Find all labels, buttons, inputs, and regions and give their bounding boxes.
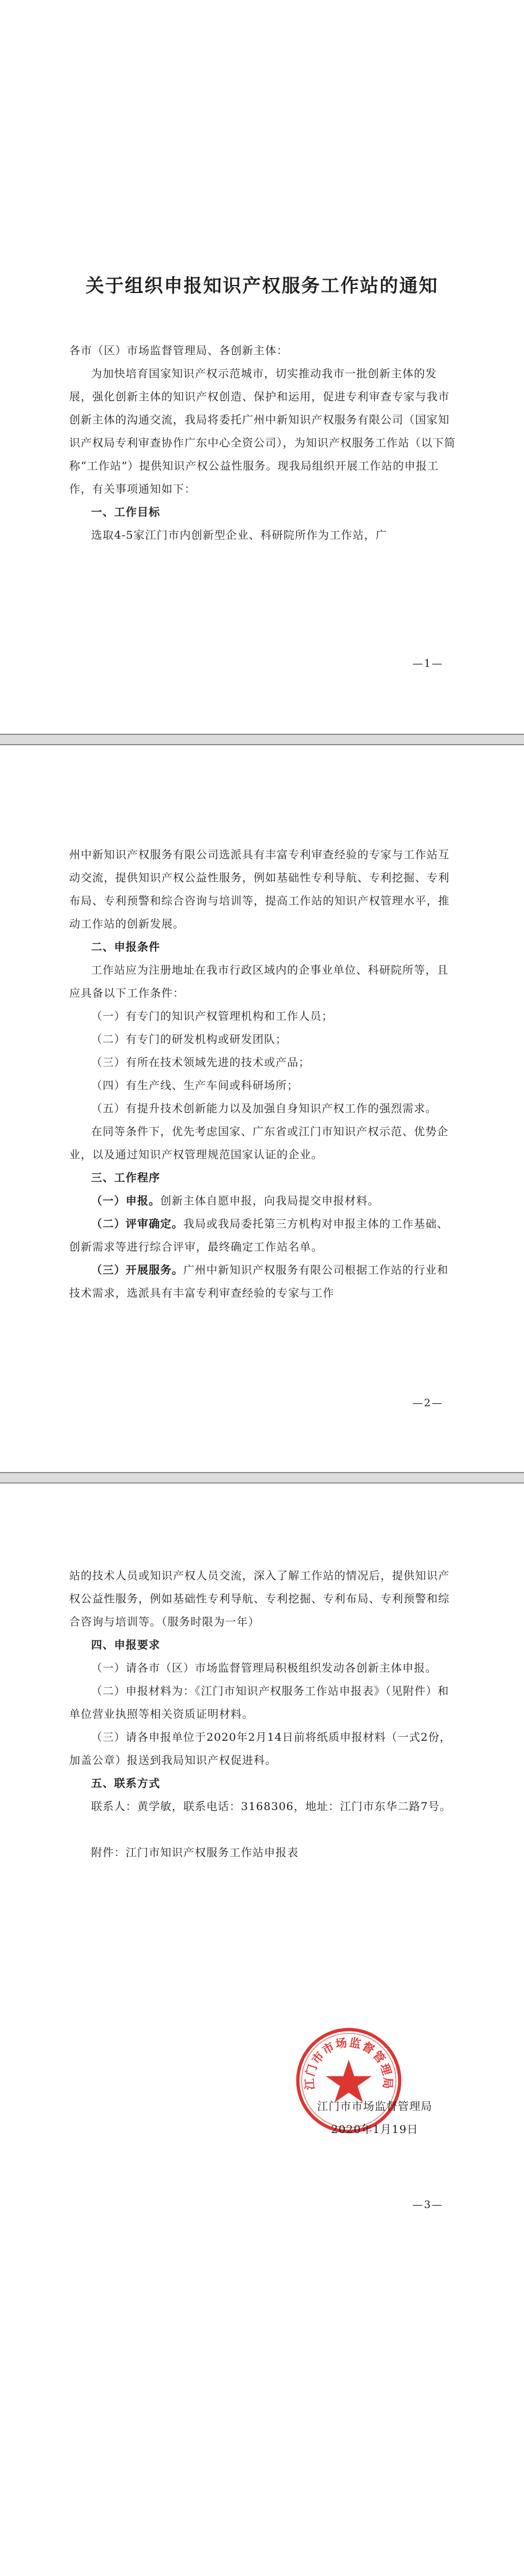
procedure-text: 创新主体自愿申报，向我局提交申报材料。 (160, 1195, 380, 1207)
section-1-paragraph-cont: 州中新知识产权服务有限公司选派具有丰富专利审查经验的专家与工作站互动交流，提供知识产权公益性服务，例如基础性专利导航、专利挖掘、专利布局、专利预警和综合咨询与培训等，提高工作站的知识产权管理水平，推动工作站的创新发展。 (69, 848, 450, 930)
requirement-item: （三）请各申报单位于2020年2月14日前将纸质申报材料（一式2份，加盖公章）报送到我局知识产权促进科。 (69, 1731, 451, 1767)
issue-date: 2020年1月19日 (331, 2123, 419, 2136)
procedure-label: （二）评审确定。 (91, 1218, 184, 1230)
procedure-label: （一）申报。 (91, 1195, 161, 1207)
procedure-text: 我局或我局委托第三方机构对申报主体的工作基础、创新需求等进行综合评审，最终确定工作站名单。 (69, 1218, 449, 1253)
condition-item: （一）有专门的知识产权管理机构和工作人员； (91, 1010, 334, 1023)
section-5-heading: 五、联系方式 (91, 1777, 161, 1790)
section-1-heading: 一、工作目标 (91, 506, 161, 519)
condition-item: （二）有专门的研发机构或研发团队； (91, 1033, 288, 1046)
signature-block (288, 2095, 461, 2141)
intro-paragraph: 为加快培育国家知识产权示范城市，切实推动我市一批创新主体的发展，强化创新主体的知识产权创造、保护和运用，促进专利审查专家与我市创新主体的沟通交流，我局将委托广州中新知识产权服务有限公司（国家知识产权局专利审查协作广东中心全资公司），为知识产权服务工作站（以下简称“工作站”）提供知识产权公益性服务。现我局组织开展工作站的申报工作，有关事项通知如下： (69, 367, 456, 495)
page-divider (0, 734, 524, 745)
procedure-item-1 (69, 1189, 457, 1212)
page-1-body (69, 339, 457, 547)
requirement-item: （一）请各市（区）市场监督管理局积极组织发动各创新主体申报。 (91, 1662, 438, 1674)
section-4-heading: 四、申报要求 (91, 1639, 161, 1651)
salutation: 各市（区）市场监督管理局、各创新主体： (69, 344, 289, 357)
page-3-body (69, 1564, 457, 1864)
document-page-1 (0, 0, 524, 734)
procedure-label: （三）开展服务。 (91, 1264, 184, 1276)
section-1-paragraph-start: 选取4-5家江门市内创新型企业、科研院所作为工作站，广 (91, 529, 387, 542)
document-page-3 (0, 1484, 524, 2576)
attachment-line: 附件：江门市知识产权服务工作站申报表 (91, 1846, 299, 1859)
procedure-item-3 (69, 1259, 457, 1305)
page-2-body (69, 843, 457, 1305)
section-3-heading: 三、工作程序 (91, 1171, 161, 1184)
procedure-item-2 (69, 1212, 457, 1259)
condition-item: （五）有提升技术创新能力以及加强自身知识产权工作的强烈需求。 (91, 1102, 438, 1115)
document-page-2 (0, 745, 524, 1472)
procedure-text: 广州中新知识产权服务有限公司根据工作站的行业和技术需求，选派具有丰富专利审查经验的专家与工作 (69, 1264, 449, 1300)
contact-info: 联系人：黄学敏，联系电话：3168306，地址：江门市东华二路7号。 (91, 1800, 451, 1813)
section-2-note: 在同等条件下，优先考虑国家、广东省或江门市知识产权示范、优势企业，以及通过知识产权管理规范国家认证的企业。 (69, 1125, 449, 1161)
requirement-item: （二）申报材料为：《江门市知识产权服务工作站申报表》（见附件）和单位营业执照等相关资质证明材料。 (69, 1685, 450, 1721)
page-number-2: —2— (412, 1397, 443, 1409)
page-divider (0, 1472, 524, 1484)
condition-item: （四）有生产线、生产车间或科研场所； (91, 1079, 299, 1092)
issuing-authority: 江门市市场监督管理局 (316, 2100, 432, 2113)
document-title: 关于组织申报知识产权服务工作站的通知 (85, 275, 439, 296)
page-number-1: —1— (412, 658, 443, 670)
procedure-item-3-cont: 站的技术人员或知识产权人员交流，深入了解工作站的情况后，提供知识产权公益性服务，例如基础性专利导航、专利挖掘、专利布局、专利预警和综合咨询与培训等。（服务时限为一年） (69, 1569, 450, 1628)
section-2-heading: 二、申报条件 (91, 941, 161, 953)
seal-text: 江门市市场监督管理局 (302, 2035, 395, 2090)
condition-item: （三）有所在技术领域先进的技术或产品； (91, 1056, 311, 1069)
page-number-3: —3— (412, 2199, 443, 2211)
section-2-intro: 工作站应为注册地址在我市行政区域内的企事业单位、科研院所等，且应具备以下工作条件： (69, 964, 449, 1000)
